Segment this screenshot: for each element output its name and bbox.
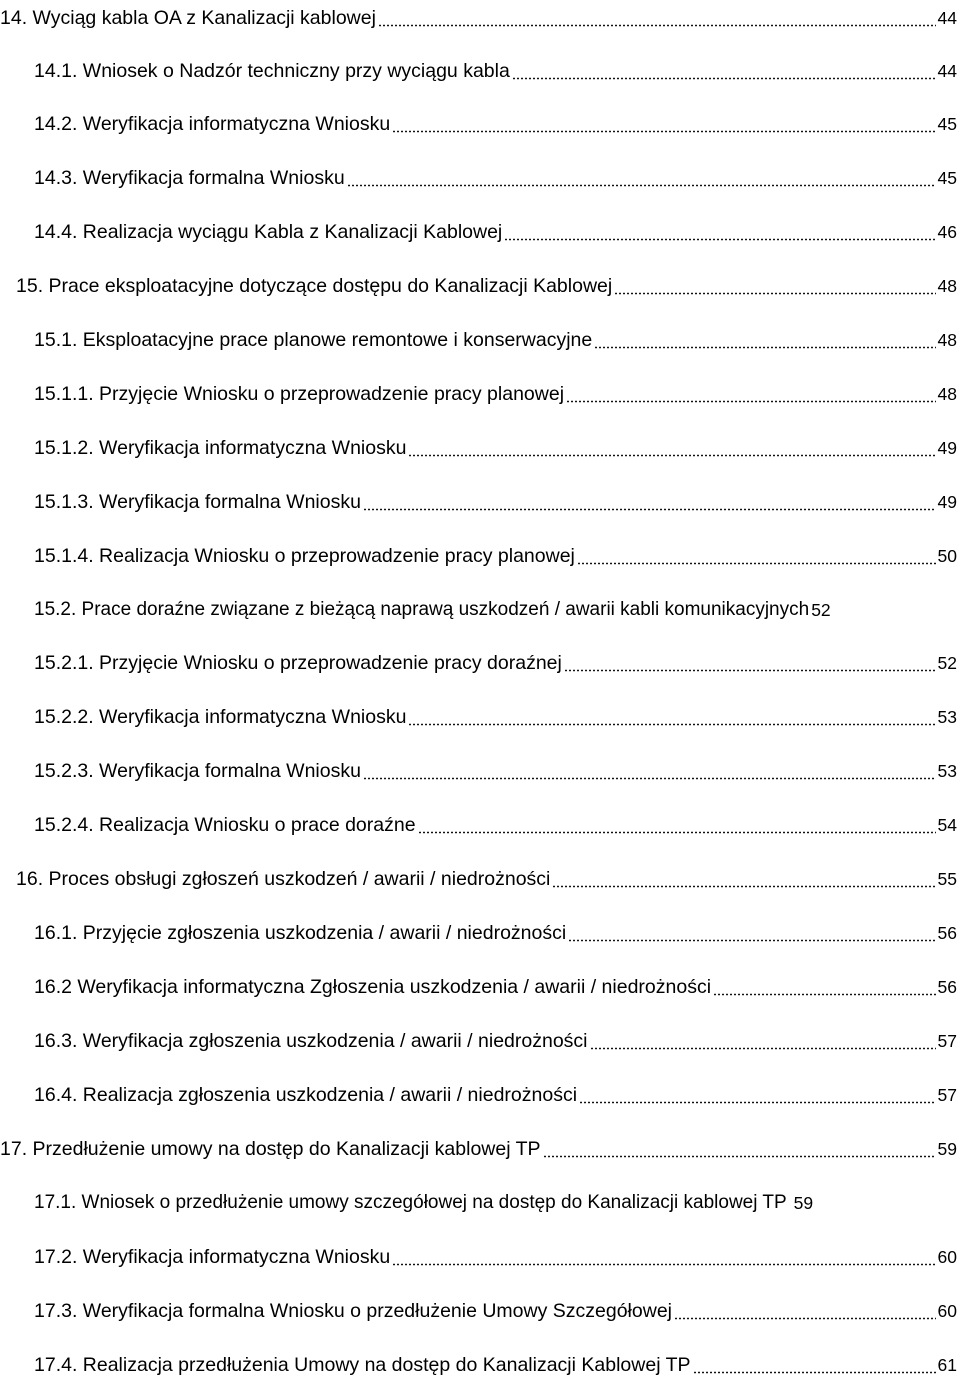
toc-entry[interactable] xyxy=(34,322,957,352)
toc-entry-page: 52 xyxy=(937,653,957,673)
toc-dot-leader xyxy=(564,652,936,672)
toc-dot-leader xyxy=(568,922,935,942)
toc-entry[interactable] xyxy=(34,1239,957,1269)
toc-entry[interactable] xyxy=(34,807,957,837)
toc-entry-title: 15. Prace eksploatacyjne dotyczące dostępu do Kanalizacji Kablowej xyxy=(16,275,613,297)
toc-entry-page: 45 xyxy=(937,168,957,188)
toc-entry[interactable] xyxy=(34,1077,957,1107)
toc-entry[interactable] xyxy=(34,53,957,83)
toc-entry-title: 15.2.4. Realizacja Wniosku o prace doraźne xyxy=(34,814,416,836)
toc-entry[interactable] xyxy=(34,1023,957,1053)
toc-dot-leader xyxy=(566,383,936,403)
toc-entry-page: 60 xyxy=(937,1301,957,1321)
toc-dot-leader xyxy=(552,868,935,888)
toc-dot-leader xyxy=(363,760,936,780)
toc-entry-page: 49 xyxy=(937,492,957,512)
toc-entry-title: 16.3. Weryfikacja zgłoszenia uszkodzenia / awarii / niedrożności xyxy=(34,1030,588,1052)
toc-entry-page: 53 xyxy=(937,761,957,781)
toc-entry-title: 15.1.2. Weryfikacja informatyczna Wniosku xyxy=(34,437,407,459)
toc-entry-title: 15.2.2. Weryfikacja informatyczna Wniosku xyxy=(34,706,407,728)
toc-entry-title: 16.4. Realizacja zgłoszenia uszkodzenia / awarii / niedrożności xyxy=(34,1084,578,1106)
toc-entry[interactable] xyxy=(34,699,957,729)
toc-entry[interactable] xyxy=(34,753,957,783)
toc-dot-leader xyxy=(674,1300,936,1320)
toc-entry-page: 55 xyxy=(937,869,957,889)
toc-entry-title: 16. Proces obsługi zgłoszeń uszkodzeń / awarii / niedrożności xyxy=(16,868,551,890)
toc-entry[interactable] xyxy=(34,106,957,136)
toc-dot-leader xyxy=(418,814,936,834)
toc-entry-page: 45 xyxy=(937,114,957,134)
toc-entry-title: 15.2. Prace doraźne związane z bieżącą naprawą uszkodzeń / awarii kabli komunikacyjnych xyxy=(34,599,810,620)
toc-dot-leader xyxy=(408,437,935,457)
toc-entry-page: 57 xyxy=(937,1031,957,1051)
toc-entry-title: 17.2. Weryfikacja informatyczna Wniosku xyxy=(34,1246,391,1268)
toc-dot-leader xyxy=(579,1084,935,1104)
toc-dot-leader xyxy=(392,1246,935,1266)
toc-entry-title: 16.1. Przyjęcie zgłoszenia uszkodzenia / awarii / niedrożności xyxy=(34,922,567,944)
toc-entry[interactable] xyxy=(34,214,957,244)
toc-dot-leader xyxy=(577,545,936,565)
toc-entry[interactable] xyxy=(34,484,957,514)
toc-entry-page: 50 xyxy=(937,546,957,566)
toc-entry-page: 44 xyxy=(937,61,957,81)
toc-dot-leader xyxy=(392,113,935,133)
toc-entry-title: 14.2. Weryfikacja informatyczna Wniosku xyxy=(34,113,391,135)
toc-dot-leader xyxy=(594,329,935,349)
toc-dot-leader xyxy=(693,1354,936,1374)
toc-dot-leader xyxy=(590,1030,936,1050)
toc-dot-leader xyxy=(713,976,935,996)
toc-dot-leader xyxy=(614,275,935,295)
toc-entry-title: 16.2 Weryfikacja informatyczna Zgłoszenia uszkodzenia / awarii / niedrożności xyxy=(34,976,712,998)
toc-entry[interactable] xyxy=(34,160,957,190)
toc-entry[interactable] xyxy=(0,1131,957,1161)
toc-entry-page: 46 xyxy=(937,222,957,242)
toc-entry-page: 60 xyxy=(937,1247,957,1267)
toc-entry-title: 15.2.3. Weryfikacja formalna Wniosku xyxy=(34,760,361,782)
toc-entry[interactable] xyxy=(34,1293,957,1323)
toc-entry-title: 14.3. Weryfikacja formalna Wniosku xyxy=(34,167,345,189)
toc-entry-page: 48 xyxy=(937,384,957,404)
toc-entry[interactable] xyxy=(34,915,957,945)
toc-entry-title: 17.4. Realizacja przedłużenia Umowy na dostęp do Kanalizacji Kablowej TP xyxy=(34,1354,691,1376)
toc-entry-page: 48 xyxy=(937,276,957,296)
toc-entry-title: 14. Wyciąg kabla OA z Kanalizacji kablowej xyxy=(0,7,376,29)
toc-entry-title: 14.4. Realizacja wyciągu Kabla z Kanalizacji Kablowej xyxy=(34,221,503,243)
toc-entry-page: 57 xyxy=(937,1085,957,1105)
toc-entry-title: 14.1. Wniosek o Nadzór techniczny przy wyciągu kabla xyxy=(34,60,510,82)
toc-entry-page: 61 xyxy=(937,1355,957,1375)
toc-entry[interactable] xyxy=(16,861,957,891)
toc-entry-page: 53 xyxy=(937,707,957,727)
toc-entry[interactable] xyxy=(34,538,957,568)
toc-entry-title: 17.1. Wniosek o przedłużenie umowy szczegółowej na dostęp do Kanalizacji kablowej TP xyxy=(34,1192,787,1213)
toc-dot-leader xyxy=(504,221,935,241)
toc-entry[interactable] xyxy=(34,1347,957,1377)
toc-entry-page: 52 xyxy=(811,600,831,620)
toc-dot-leader xyxy=(543,1138,936,1158)
toc-entry[interactable] xyxy=(34,430,957,460)
toc-dot-leader xyxy=(363,491,936,511)
toc-entry-page: 59 xyxy=(793,1193,814,1213)
toc-entry-title: 15.1. Eksploatacyjne prace planowe remontowe i konserwacyjne xyxy=(34,329,593,351)
toc-entry-page: 56 xyxy=(937,977,957,997)
toc-entry-title: 17. Przedłużenie umowy na dostęp do Kanalizacji kablowej TP xyxy=(0,1138,541,1160)
toc-entry[interactable] xyxy=(34,645,957,675)
toc-entry-title: 15.1.4. Realizacja Wniosku o przeprowadzenie pracy planowej xyxy=(34,545,575,567)
toc-entry[interactable] xyxy=(34,376,957,406)
toc-entry-page: 54 xyxy=(937,815,957,835)
toc-entry-page: 49 xyxy=(937,438,957,458)
toc-entry-page: 48 xyxy=(937,330,957,350)
toc-entry-page: 59 xyxy=(937,1139,957,1159)
toc-dot-leader xyxy=(347,167,936,187)
toc-entry[interactable] xyxy=(0,0,957,30)
toc-entry-page: 56 xyxy=(937,923,957,943)
toc-entry[interactable] xyxy=(16,268,957,298)
toc-entry-page: 44 xyxy=(937,8,957,28)
toc-entry[interactable] xyxy=(34,592,957,622)
toc-entry-title: 15.1.1. Przyjęcie Wniosku o przeprowadzenie pracy planowej xyxy=(34,383,565,405)
toc-dot-leader xyxy=(378,7,936,27)
toc-dot-leader xyxy=(512,60,936,80)
toc-entry-title: 15.2.1. Przyjęcie Wniosku o przeprowadzenie pracy doraźnej xyxy=(34,652,562,674)
toc-entry[interactable] xyxy=(34,969,957,999)
toc-entry-title: 15.1.3. Weryfikacja formalna Wniosku xyxy=(34,491,361,513)
toc-entry[interactable] xyxy=(34,1185,957,1215)
toc-entry-title: 17.3. Weryfikacja formalna Wniosku o przedłużenie Umowy Szczegółowej xyxy=(34,1300,672,1322)
toc-dot-leader xyxy=(408,706,935,726)
